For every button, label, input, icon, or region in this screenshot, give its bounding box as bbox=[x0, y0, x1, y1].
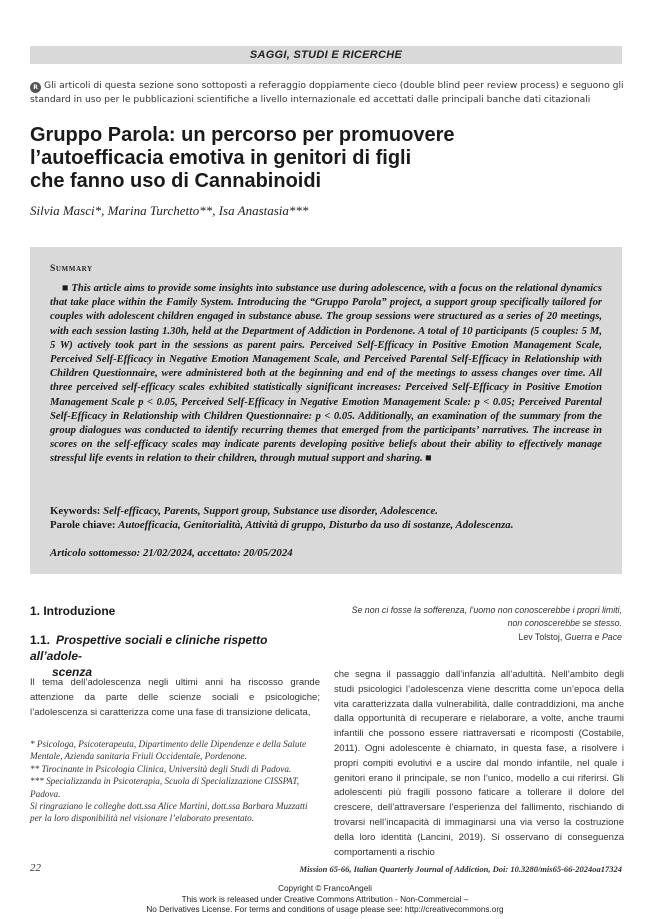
epigraph-author: Lev Tolstoj, bbox=[518, 632, 563, 642]
section-heading: 1. Introduzione bbox=[30, 604, 116, 618]
title-line-1: Gruppo Parola: un percorso per promuovere bbox=[30, 124, 455, 146]
summary-end-mark: ■ bbox=[425, 453, 432, 465]
subsection-title-1: Prospettive sociali e cliniche rispetto all’adole- bbox=[30, 633, 268, 663]
copyright-notice bbox=[0, 884, 650, 916]
peer-review-text: Gli articoli di questa sezione sono sottoposti a referaggio doppiamente cieco (double blind peer review process) e seguono gli standard in uso per le pubblicazioni scientifiche a livello internazionale ed accettati dalle principali banche dati citazionali bbox=[30, 80, 624, 105]
intro-paragraph-right: che segna il passaggio dall’infanzia all’adultità. Nell’ambito degli studi psicologici l’adolescenza viene descritta come un’epoca della vita caratterizzata dalla vulnerabilità, dalle contraddizioni, ma anche dalla opportunità di recuperare e rielaborare, a volte, anche traumi infantili che possono essere riattraversati e ricomposti (Costabile, 2011). Ogni adolescente è chiamato, in questa fase, a risolvere i propri compiti evolutivi e a uscire dal mondo infantile, nel quale i genitori erano il principale, se non l’unico, modello a cui riferirsi. Gli adolescenti più fragili possono faticare a tollerare il dolore del crescere, dell’attraversare l’esperienza del fallimento, rischiando di trovarsi nell’incapacità di immaginarsi una via verso la costruzione della loro identità (Lancini, 2019). Si osservano di conseguenza comportamenti a rischio bbox=[334, 669, 624, 858]
article-title bbox=[30, 124, 590, 193]
summary-text bbox=[50, 282, 602, 467]
parole-chiave-label: Parole chiave: bbox=[50, 519, 116, 531]
summary-heading: Summary bbox=[50, 264, 93, 274]
footnote-4: Si ringraziano le colleghe dott.ssa Alice Martini, dott.ssa Barbara Muzzatti per la loro disponibilità nel visionare l’elaborato presentato. bbox=[30, 801, 308, 824]
section-label: SAGGI, STUDI E RICERCHE bbox=[30, 46, 622, 64]
authors: Silvia Masci*, Marina Turchetto**, Isa Anastasia*** bbox=[30, 203, 309, 218]
copyright-line-1: Copyright © FrancoAngeli bbox=[278, 884, 372, 893]
epigraph-line-2: non conoscerebbe se stesso. bbox=[507, 617, 622, 628]
epigraph-attribution bbox=[322, 631, 622, 644]
footnotes bbox=[30, 738, 320, 825]
summary-start-mark: ■ bbox=[62, 283, 69, 294]
parole-chiave-value: Autoefficacia, Genitorialità, Attività di gruppo, Disturbo da uso di sostanze, Adolescenza. bbox=[118, 519, 514, 531]
peer-review-note bbox=[30, 79, 624, 106]
subsection-number: 1.1. bbox=[30, 633, 51, 647]
copyright-line-3: No Derivatives License. For terms and conditions of usage please see: http://creativecommons.org bbox=[146, 905, 504, 914]
journal-reference: Mission 65-66, Italian Quarterly Journal of Addiction, Doi: 10.3280/mis65-66-2024oa17324 bbox=[299, 864, 622, 874]
title-line-3: che fanno uso di Cannabinoidi bbox=[30, 170, 322, 192]
keywords bbox=[50, 504, 610, 518]
footnote-1: * Psicologa, Psicoterapeuta, Dipartimento delle Dipendenze e della Salute Mentale, Azienda sanitaria Friuli Occidentale, Pordenone. bbox=[30, 739, 307, 762]
footnote-3: *** Specializzanda in Psicoterapia, Scuola di Specializzazione CISSPAT, Padova. bbox=[30, 776, 300, 799]
title-line-2: l’autoefficacia emotiva in genitori di figli bbox=[30, 147, 412, 169]
epigraph-work: Guerra e Pace bbox=[564, 632, 622, 642]
subsection-title-2: scenza bbox=[52, 665, 93, 679]
keywords-value: Self-efficacy, Parents, Support group, Substance use disorder, Adolescence. bbox=[103, 505, 438, 517]
referee-icon: R bbox=[30, 82, 41, 93]
page-number: 22 bbox=[30, 862, 41, 874]
keywords-label: Keywords: bbox=[50, 505, 101, 517]
epigraph bbox=[322, 604, 622, 644]
submission-dates: Articolo sottomesso: 21/02/2024, accettato: 20/05/2024 bbox=[50, 547, 293, 559]
intro-paragraph-left: Il tema dell’adolescenza negli ultimi anni ha riscosso grande attenzione da parte delle scienze sociali e psicologiche; l’adolescenza si caratterizza come una fase di transizione delicata, bbox=[30, 677, 320, 718]
footnote-2: ** Tirocinante in Psicologia Clinica, Università degli Studi di Padova. bbox=[30, 763, 292, 774]
summary-body: This article aims to provide some insights into substance use during adolescence, with a focus on the relational dynamics that take place within the Family System. Introducing the “Gruppo Parola” project, a support group specifically tailored for couples with adolescent children engaged in substance abuse. The group sessions were structured as a series of 20 meetings, with each session lasting 1.30h, held at the Department of Addiction in Pordenone. A total of 10 participants (5 couples: 5 M, 5 W) actively took part in the sessions as parent pairs. Perceived Self-Efficacy in Positive Emotion Management Scale, Perceived Self-Efficacy in Negative Emotion Management Scale, and Perceived Parental Self-Efficacy in Relationship with Children Questionnaire, were administered both at the beginning and end of the meetings to assess changes over time. All three perceived self-efficacy scales exhibited statistically significant increases: Perceived Self-Efficacy in Positive Emotion Management Scale p < 0.05, Perceived Self-Efficacy in Negative Emotion Management Scale: p < 0.05; Perceived Parental Self-Efficacy in Relationship with Children Questionnaire: p < 0.05. Additionally, an examination of the summary from the group dialogues was conducted to identify recurring themes that emerged from the participants’ narratives. The increase in scores on the self-efficacy scales may indicate parents developing positive beliefs about their ability to effectively manage stressful life events in relation to their children, through mutual support and sharing. bbox=[50, 283, 602, 465]
subsection-heading bbox=[30, 632, 322, 680]
copyright-line-2: This work is released under Creative Commons Attribution - Non-Commercial – bbox=[181, 894, 469, 904]
epigraph-line-1: Se non ci fosse la sofferenza, l’uomo non conoscerebbe i propri limiti, bbox=[351, 605, 622, 615]
parole-chiave bbox=[50, 518, 610, 532]
